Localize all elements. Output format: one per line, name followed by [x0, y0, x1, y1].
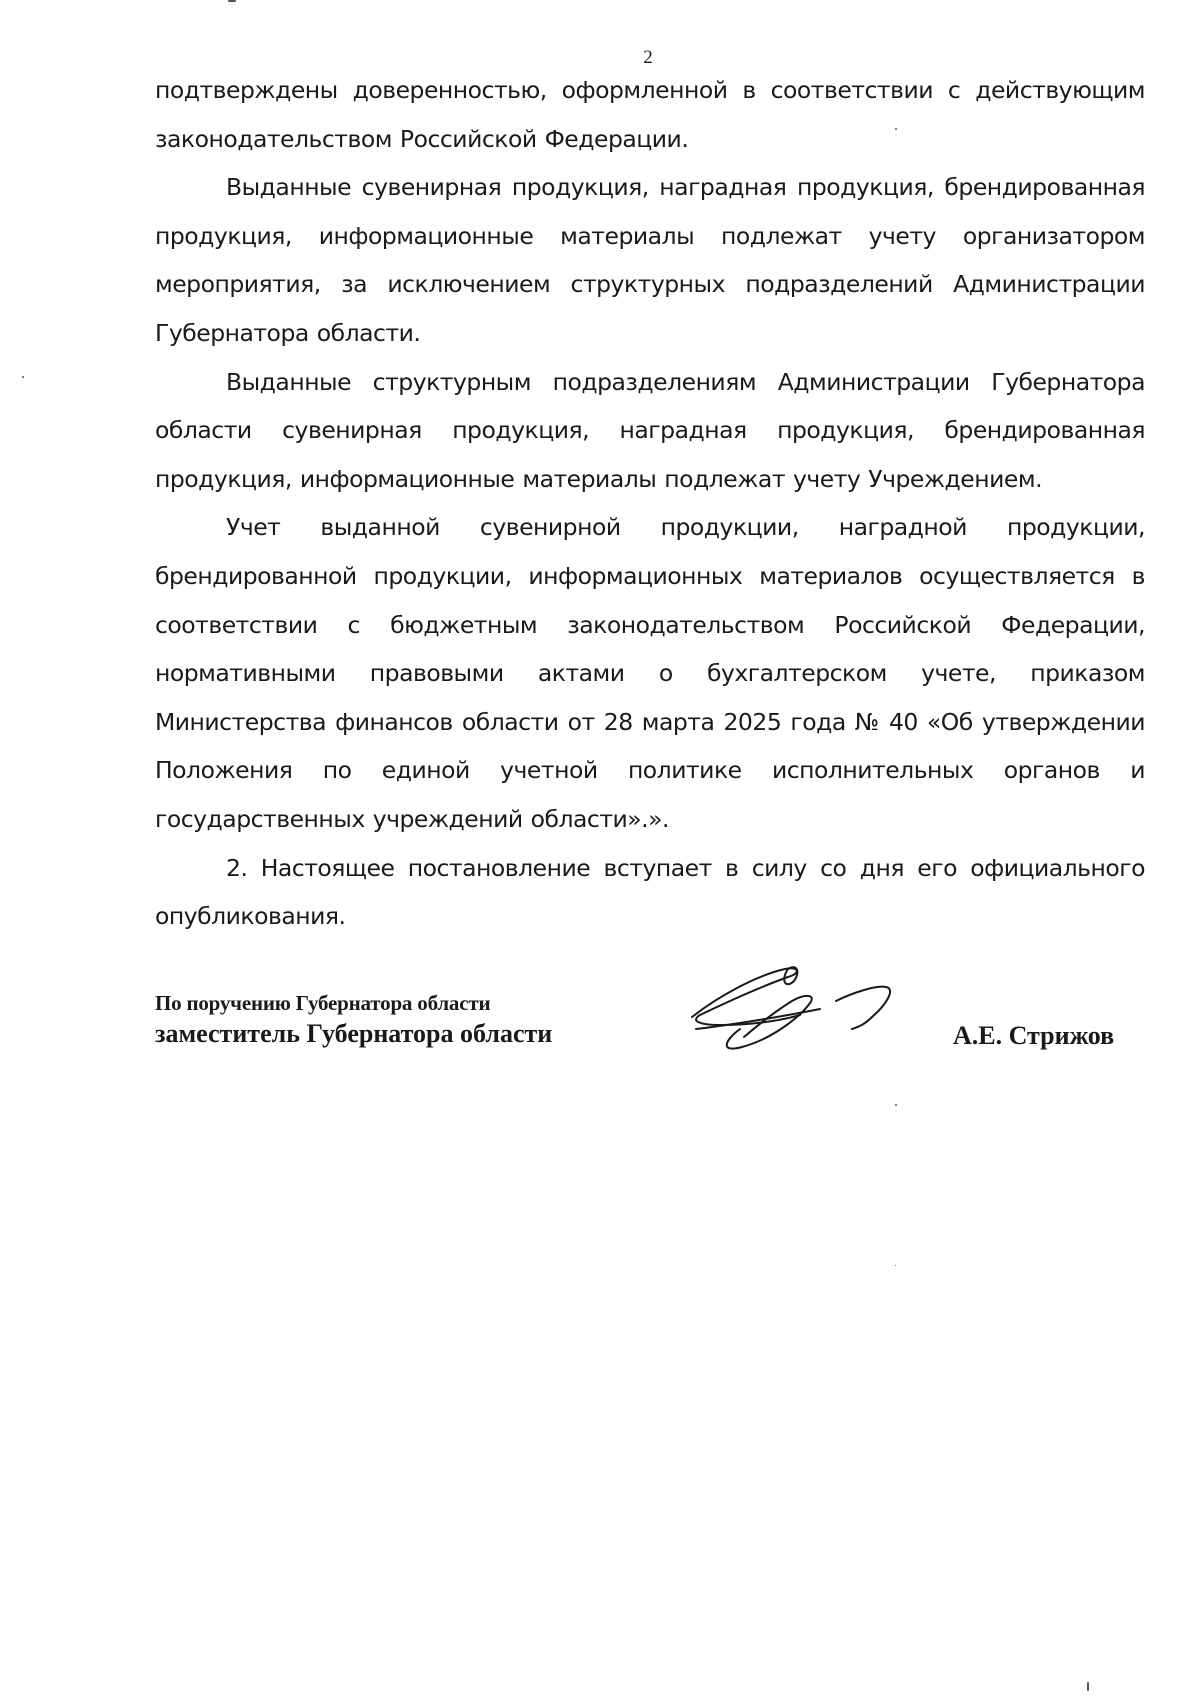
paragraph-3: Выданные структурным подразделениям Администрации Губернатора области сувенирная продукция, наградная продукция, брендированная продукция, информационные материалы подлежат учету Учреждением.	[155, 367, 1145, 493]
document-body	[155, 66, 1145, 941]
page-number: 2	[643, 47, 653, 68]
scan-speck	[895, 1104, 897, 1106]
scan-speck	[895, 1265, 896, 1266]
handwritten-signature-icon	[680, 955, 940, 1065]
signatory-line-2: заместитель Губернатора области	[155, 1019, 553, 1048]
scan-speck	[228, 0, 236, 2]
paragraph-1: подтверждены доверенностью, оформленной в соответствии с действующим законодательством Российской Федерации.	[155, 76, 1145, 153]
scan-speck	[22, 376, 24, 378]
signatory-title	[155, 990, 552, 1050]
signer-name: А.Е. Стрижов	[953, 1021, 1115, 1050]
paragraph-5: 2. Настоящее постановление вступает в силу со дня его официального опубликования.	[155, 853, 1145, 931]
paragraph-2: Выданные сувенирная продукция, наградная продукция, брендированная продукция, информационные материалы подлежат учету организатором мероприятия, за исключением структурных подразделений Администрации Губернатора области.	[155, 173, 1145, 347]
scan-speck	[1087, 1682, 1089, 1691]
signatory-line-1: По поручению Губернатора области	[155, 991, 491, 1015]
scan-speck	[895, 128, 897, 130]
paragraph-4: Учет выданной сувенирной продукции, наградной продукции, брендированной продукции, информационных материалов осуществляется в соответствии с бюджетным законодательством Российской Федерации, нормативными правовыми актами о бухгалтерском учете, приказом Министерства финансов области от 28 марта 2025 года № 40 «Об утверждении Положения по единой учетной политике исполнительных органов и государственных учреждений области».».	[155, 513, 1145, 833]
